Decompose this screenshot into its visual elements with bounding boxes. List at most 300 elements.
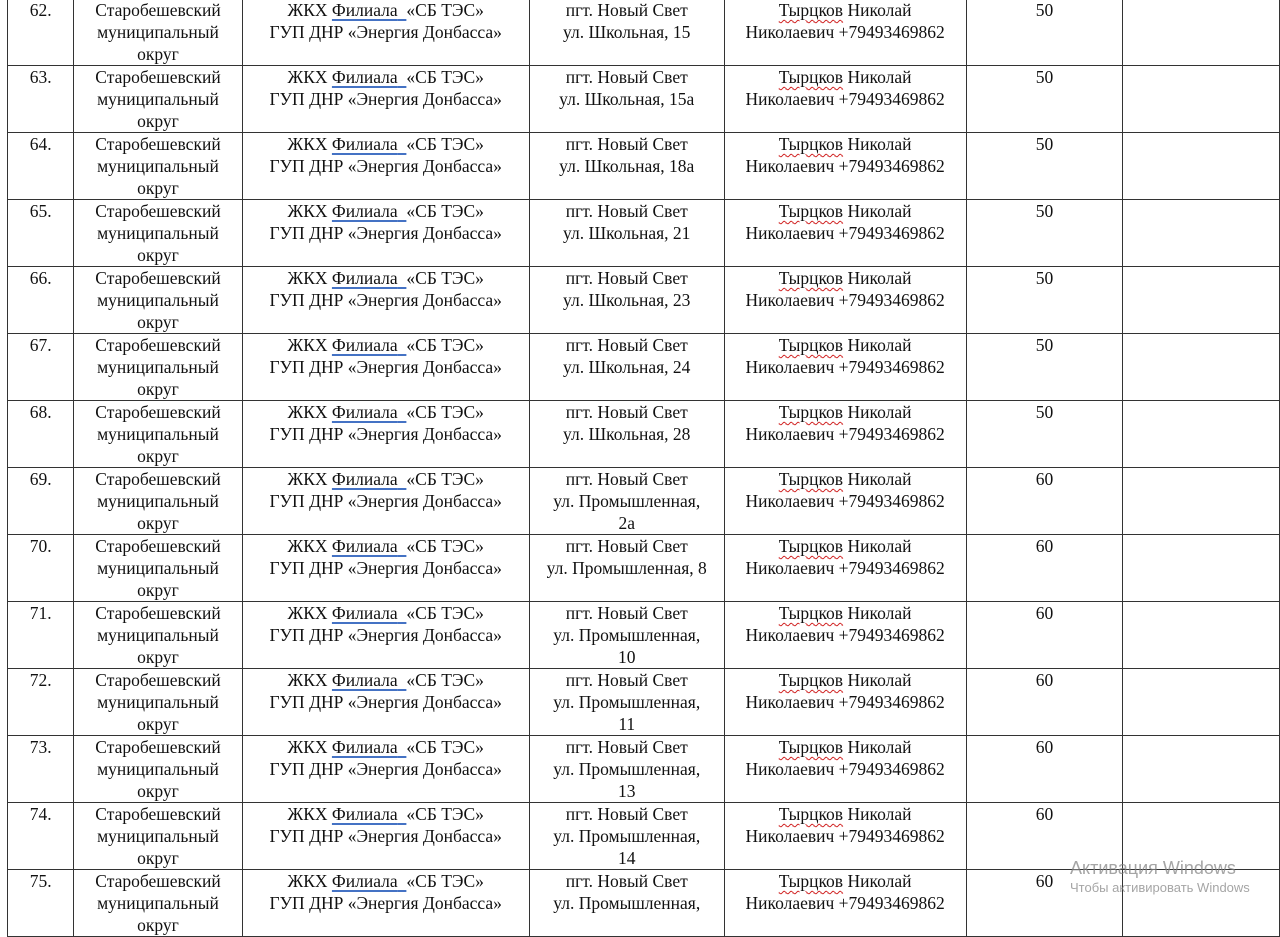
organization-cell (242, 334, 529, 401)
contact-surname: Тырцков (778, 134, 844, 154)
organization-branch: Филиала (331, 603, 398, 623)
organization-quote: «СБ ТЭС» (406, 737, 484, 757)
organization-line-2: ГУП ДНР «Энергия Донбасса» (269, 491, 502, 511)
organization-line-2: ГУП ДНР «Энергия Донбасса» (269, 290, 502, 310)
empty-cell (1123, 468, 1280, 535)
watermark-title: Активация Windows (1070, 858, 1236, 878)
organization-line-1 (243, 66, 529, 88)
address-line: пгт. Новый Свет (565, 536, 688, 556)
address-line: ул. Школьная, 21 (563, 223, 691, 243)
municipality-line: муниципальный (97, 223, 219, 243)
contact-first-name: Николай (847, 402, 912, 422)
empty-cell (1123, 66, 1280, 133)
contact-first-name: Николай (847, 804, 912, 824)
address-line: пгт. Новый Свет (565, 871, 688, 891)
address-cell (529, 669, 724, 736)
contact-surname: Тырцков (778, 268, 844, 288)
address-line: ул. Промышленная, 8 (546, 558, 707, 578)
address-line: ул. Промышленная, (553, 826, 701, 846)
table-row (8, 535, 1280, 602)
count-cell: 50 (966, 0, 1123, 66)
organization-prefix: ЖКХ (287, 402, 328, 422)
municipality-line: муниципальный (97, 156, 219, 176)
contact-line-2: Николаевич +79493469862 (745, 424, 945, 444)
table-row (8, 669, 1280, 736)
municipality-line: округ (137, 848, 179, 868)
organization-line-2: ГУП ДНР «Энергия Донбасса» (269, 826, 502, 846)
address-cell (529, 334, 724, 401)
windows-activation-watermark[interactable] (1070, 858, 1250, 895)
contact-line-1 (725, 334, 966, 356)
contact-first-name: Николай (847, 603, 912, 623)
row-number-cell: 74. (8, 803, 74, 870)
organization-line-2: ГУП ДНР «Энергия Донбасса» (269, 89, 502, 109)
address-line: пгт. Новый Свет (565, 335, 688, 355)
municipality-line: округ (137, 178, 179, 198)
count-cell: 50 (966, 200, 1123, 267)
row-number-cell: 68. (8, 401, 74, 468)
municipality-cell (74, 736, 242, 803)
contact-line-1 (725, 133, 966, 155)
address-line: ул. Школьная, 23 (563, 290, 691, 310)
contact-first-name: Николай (847, 67, 912, 87)
organization-quote: «СБ ТЭС» (406, 201, 484, 221)
municipality-cell (74, 870, 242, 937)
organization-cell (242, 535, 529, 602)
address-line: ул. Промышленная, (553, 625, 701, 645)
contact-line-1 (725, 0, 966, 21)
municipality-line: округ (137, 781, 179, 801)
organization-quote: «СБ ТЭС» (406, 134, 484, 154)
table-row (8, 401, 1280, 468)
organization-prefix: ЖКХ (287, 536, 328, 556)
contact-first-name: Николай (847, 737, 912, 757)
address-cell (529, 133, 724, 200)
municipality-line: муниципальный (97, 558, 219, 578)
municipality-line: муниципальный (97, 625, 219, 645)
count-cell: 60 (966, 736, 1123, 803)
row-number-cell: 65. (8, 200, 74, 267)
table-row (8, 0, 1280, 66)
empty-cell (1123, 401, 1280, 468)
contact-first-name: Николай (847, 201, 912, 221)
address-cell (529, 602, 724, 669)
contact-line-1 (725, 468, 966, 490)
empty-cell (1123, 267, 1280, 334)
empty-cell (1123, 334, 1280, 401)
address-line: ул. Школьная, 15 (563, 22, 691, 42)
municipality-line: округ (137, 446, 179, 466)
address-line: пгт. Новый Свет (565, 0, 688, 20)
document-table (7, 0, 1280, 937)
address-line: пгт. Новый Свет (565, 134, 688, 154)
contact-surname: Тырцков (778, 201, 844, 221)
organization-line-1 (243, 401, 529, 423)
row-number-cell: 63. (8, 66, 74, 133)
organization-line-2: ГУП ДНР «Энергия Донбасса» (269, 558, 502, 578)
address-cell (529, 803, 724, 870)
organization-quote: «СБ ТЭС» (406, 603, 484, 623)
organization-line-1 (243, 334, 529, 356)
contact-first-name: Николай (847, 670, 912, 690)
municipality-line: округ (137, 44, 179, 64)
organization-cell (242, 0, 529, 66)
organization-line-2: ГУП ДНР «Энергия Донбасса» (269, 156, 502, 176)
organization-branch: Филиала (331, 201, 398, 221)
municipality-line: Старобешевский (95, 402, 221, 422)
municipality-line: Старобешевский (95, 871, 221, 891)
municipality-cell (74, 468, 242, 535)
organization-line-2: ГУП ДНР «Энергия Донбасса» (269, 223, 502, 243)
municipality-cell (74, 602, 242, 669)
municipality-line: муниципальный (97, 759, 219, 779)
municipality-line: Старобешевский (95, 268, 221, 288)
municipality-line: Старобешевский (95, 804, 221, 824)
count-cell: 50 (966, 267, 1123, 334)
contact-line-2: Николаевич +79493469862 (745, 625, 945, 645)
contact-cell (724, 401, 966, 468)
municipality-line: Старобешевский (95, 67, 221, 87)
address-cell (529, 66, 724, 133)
organization-branch: Филиала (331, 0, 398, 20)
organization-branch: Филиала (331, 737, 398, 757)
contact-first-name: Николай (847, 268, 912, 288)
organization-branch: Филиала (331, 469, 398, 489)
municipality-cell (74, 334, 242, 401)
count-cell: 50 (966, 66, 1123, 133)
organization-prefix: ЖКХ (287, 134, 328, 154)
contact-line-2: Николаевич +79493469862 (745, 692, 945, 712)
organization-line-1 (243, 468, 529, 490)
organization-branch: Филиала (331, 804, 398, 824)
row-number-cell: 70. (8, 535, 74, 602)
organization-quote: «СБ ТЭС» (406, 67, 484, 87)
count-cell: 60 (966, 468, 1123, 535)
contact-first-name: Николай (847, 536, 912, 556)
address-line: 10 (617, 647, 636, 667)
municipality-line: округ (137, 111, 179, 131)
organization-line-1 (243, 535, 529, 557)
contact-cell (724, 602, 966, 669)
contact-cell (724, 66, 966, 133)
contact-first-name: Николай (847, 134, 912, 154)
organization-cell (242, 133, 529, 200)
table-row (8, 468, 1280, 535)
address-line: пгт. Новый Свет (565, 804, 688, 824)
municipality-cell (74, 267, 242, 334)
contact-cell (724, 0, 966, 66)
municipality-cell (74, 0, 242, 66)
organization-line-1 (243, 870, 529, 892)
organization-line-2: ГУП ДНР «Энергия Донбасса» (269, 759, 502, 779)
count-cell: 60 (966, 669, 1123, 736)
contact-line-1 (725, 401, 966, 423)
municipality-cell (74, 401, 242, 468)
contact-line-2: Николаевич +79493469862 (745, 357, 945, 377)
organization-prefix: ЖКХ (287, 603, 328, 623)
empty-cell (1123, 0, 1280, 66)
organization-line-1 (243, 0, 529, 21)
organization-branch: Филиала (331, 402, 398, 422)
organization-quote: «СБ ТЭС» (406, 871, 484, 891)
empty-cell (1123, 736, 1280, 803)
organization-cell (242, 66, 529, 133)
address-line: ул. Промышленная, (553, 692, 701, 712)
organization-line-1 (243, 803, 529, 825)
municipality-line: муниципальный (97, 826, 219, 846)
contact-line-2: Николаевич +79493469862 (745, 558, 945, 578)
municipality-cell (74, 803, 242, 870)
municipality-line: муниципальный (97, 424, 219, 444)
municipality-cell (74, 200, 242, 267)
table-row (8, 133, 1280, 200)
municipality-line: муниципальный (97, 290, 219, 310)
municipality-cell (74, 66, 242, 133)
address-line: пгт. Новый Свет (565, 268, 688, 288)
municipality-line: округ (137, 513, 179, 533)
organization-prefix: ЖКХ (287, 670, 328, 690)
table-row (8, 267, 1280, 334)
address-line: ул. Школьная, 15а (559, 89, 695, 109)
organization-prefix: ЖКХ (287, 737, 328, 757)
municipality-line: Старобешевский (95, 536, 221, 556)
organization-line-1 (243, 267, 529, 289)
address-line: пгт. Новый Свет (565, 737, 688, 757)
contact-surname: Тырцков (778, 603, 844, 623)
table-row (8, 602, 1280, 669)
address-line: пгт. Новый Свет (565, 201, 688, 221)
address-line: ул. Промышленная, (553, 893, 701, 913)
organization-line-1 (243, 200, 529, 222)
contact-surname: Тырцков (778, 402, 844, 422)
municipality-line: округ (137, 915, 179, 935)
contact-cell (724, 736, 966, 803)
organization-line-1 (243, 602, 529, 624)
contact-first-name: Николай (847, 469, 912, 489)
address-line: ул. Промышленная, (553, 759, 701, 779)
contact-surname: Тырцков (778, 670, 844, 690)
contact-first-name: Николай (847, 871, 912, 891)
address-cell (529, 870, 724, 937)
address-line: 13 (617, 781, 636, 801)
contact-surname: Тырцков (778, 536, 844, 556)
address-line: 11 (618, 714, 636, 734)
count-cell: 60 (966, 870, 1123, 937)
contact-first-name: Николай (847, 335, 912, 355)
watermark-subtitle: Чтобы активировать Windows (1070, 879, 1250, 895)
contact-cell (724, 133, 966, 200)
contact-line-1 (725, 669, 966, 691)
organization-quote: «СБ ТЭС» (406, 536, 484, 556)
row-number-cell: 66. (8, 267, 74, 334)
empty-cell (1123, 133, 1280, 200)
contact-line-1 (725, 803, 966, 825)
contact-line-1 (725, 66, 966, 88)
organization-branch: Филиала (331, 67, 398, 87)
organization-quote: «СБ ТЭС» (406, 469, 484, 489)
row-number-cell: 75. (8, 870, 74, 937)
organization-cell (242, 602, 529, 669)
count-cell: 50 (966, 401, 1123, 468)
organization-cell (242, 267, 529, 334)
organization-line-2: ГУП ДНР «Энергия Донбасса» (269, 625, 502, 645)
organization-branch: Филиала (331, 335, 398, 355)
empty-cell (1123, 200, 1280, 267)
organization-cell (242, 736, 529, 803)
organization-line-2: ГУП ДНР «Энергия Донбасса» (269, 22, 502, 42)
contact-cell (724, 669, 966, 736)
municipality-line: округ (137, 647, 179, 667)
address-line: 14 (617, 848, 636, 868)
empty-cell (1123, 535, 1280, 602)
organization-quote: «СБ ТЭС» (406, 0, 484, 20)
contact-line-2: Николаевич +79493469862 (745, 826, 945, 846)
organization-line-2: ГУП ДНР «Энергия Донбасса» (269, 692, 502, 712)
organization-line-1 (243, 133, 529, 155)
contact-line-1 (725, 535, 966, 557)
municipality-cell (74, 535, 242, 602)
municipality-line: Старобешевский (95, 670, 221, 690)
contact-cell (724, 803, 966, 870)
municipality-line: округ (137, 312, 179, 332)
municipality-line: округ (137, 714, 179, 734)
contact-line-2: Николаевич +79493469862 (745, 89, 945, 109)
contact-surname: Тырцков (778, 804, 844, 824)
row-number-cell: 64. (8, 133, 74, 200)
table-row (8, 736, 1280, 803)
organization-line-2: ГУП ДНР «Энергия Донбасса» (269, 893, 502, 913)
row-number-cell: 67. (8, 334, 74, 401)
contact-line-2: Николаевич +79493469862 (745, 893, 945, 913)
municipality-line: Старобешевский (95, 0, 221, 20)
contact-cell (724, 870, 966, 937)
municipality-line: Старобешевский (95, 603, 221, 623)
count-cell: 60 (966, 535, 1123, 602)
organization-cell (242, 669, 529, 736)
address-line: пгт. Новый Свет (565, 670, 688, 690)
count-cell: 60 (966, 803, 1123, 870)
contact-surname: Тырцков (778, 737, 844, 757)
contact-line-1 (725, 602, 966, 624)
organization-prefix: ЖКХ (287, 871, 328, 891)
address-cell (529, 401, 724, 468)
organization-prefix: ЖКХ (287, 201, 328, 221)
organization-prefix: ЖКХ (287, 469, 328, 489)
contact-surname: Тырцков (778, 335, 844, 355)
contact-surname: Тырцков (778, 871, 844, 891)
organization-quote: «СБ ТЭС» (406, 335, 484, 355)
municipality-line: округ (137, 580, 179, 600)
address-line: ул. Школьная, 28 (563, 424, 691, 444)
municipality-line: муниципальный (97, 692, 219, 712)
organization-cell (242, 803, 529, 870)
contact-cell (724, 200, 966, 267)
municipality-line: округ (137, 379, 179, 399)
organization-branch: Филиала (331, 268, 398, 288)
organization-line-1 (243, 736, 529, 758)
contact-line-1 (725, 200, 966, 222)
contact-line-2: Николаевич +79493469862 (745, 491, 945, 511)
municipality-line: Старобешевский (95, 737, 221, 757)
address-cell (529, 200, 724, 267)
address-line: пгт. Новый Свет (565, 402, 688, 422)
municipality-line: муниципальный (97, 357, 219, 377)
count-cell: 50 (966, 133, 1123, 200)
organization-prefix: ЖКХ (287, 804, 328, 824)
table-row (8, 66, 1280, 133)
contact-line-1 (725, 267, 966, 289)
row-number-cell: 69. (8, 468, 74, 535)
contact-line-2: Николаевич +79493469862 (745, 223, 945, 243)
row-number-cell: 71. (8, 602, 74, 669)
count-cell: 60 (966, 602, 1123, 669)
address-line: пгт. Новый Свет (565, 67, 688, 87)
organization-quote: «СБ ТЭС» (406, 804, 484, 824)
municipality-line: муниципальный (97, 22, 219, 42)
organization-cell (242, 200, 529, 267)
organization-branch: Филиала (331, 134, 398, 154)
row-number-cell: 62. (8, 0, 74, 66)
organization-prefix: ЖКХ (287, 67, 328, 87)
row-number-cell: 73. (8, 736, 74, 803)
empty-cell (1123, 602, 1280, 669)
contact-cell (724, 535, 966, 602)
contact-cell (724, 267, 966, 334)
municipality-line: округ (137, 245, 179, 265)
municipality-line: муниципальный (97, 89, 219, 109)
organization-line-2: ГУП ДНР «Энергия Донбасса» (269, 357, 502, 377)
contact-surname: Тырцков (778, 0, 844, 20)
municipality-line: Старобешевский (95, 201, 221, 221)
organization-prefix: ЖКХ (287, 268, 328, 288)
contact-line-1 (725, 870, 966, 892)
contact-line-1 (725, 736, 966, 758)
contact-first-name: Николай (847, 0, 912, 20)
address-cell (529, 267, 724, 334)
organization-cell (242, 401, 529, 468)
address-cell (529, 468, 724, 535)
address-line: пгт. Новый Свет (565, 603, 688, 623)
contact-cell (724, 334, 966, 401)
organization-cell (242, 468, 529, 535)
address-cell (529, 736, 724, 803)
contact-surname: Тырцков (778, 67, 844, 87)
address-line: 2а (618, 513, 635, 533)
address-line: ул. Школьная, 24 (563, 357, 691, 377)
municipality-line: муниципальный (97, 491, 219, 511)
row-number-cell: 72. (8, 669, 74, 736)
organization-branch: Филиала (331, 871, 398, 891)
municipality-line: Старобешевский (95, 335, 221, 355)
contact-line-2: Николаевич +79493469862 (745, 22, 945, 42)
address-cell (529, 535, 724, 602)
contact-line-2: Николаевич +79493469862 (745, 290, 945, 310)
organization-line-1 (243, 669, 529, 691)
empty-cell (1123, 669, 1280, 736)
organization-prefix: ЖКХ (287, 0, 328, 20)
municipality-line: Старобешевский (95, 134, 221, 154)
address-line: ул. Школьная, 18а (559, 156, 695, 176)
municipality-line: муниципальный (97, 893, 219, 913)
contact-line-2: Николаевич +79493469862 (745, 759, 945, 779)
municipality-cell (74, 133, 242, 200)
contact-surname: Тырцков (778, 469, 844, 489)
contact-line-2: Николаевич +79493469862 (745, 156, 945, 176)
organization-quote: «СБ ТЭС» (406, 402, 484, 422)
municipality-cell (74, 669, 242, 736)
address-line: пгт. Новый Свет (565, 469, 688, 489)
organization-cell (242, 870, 529, 937)
